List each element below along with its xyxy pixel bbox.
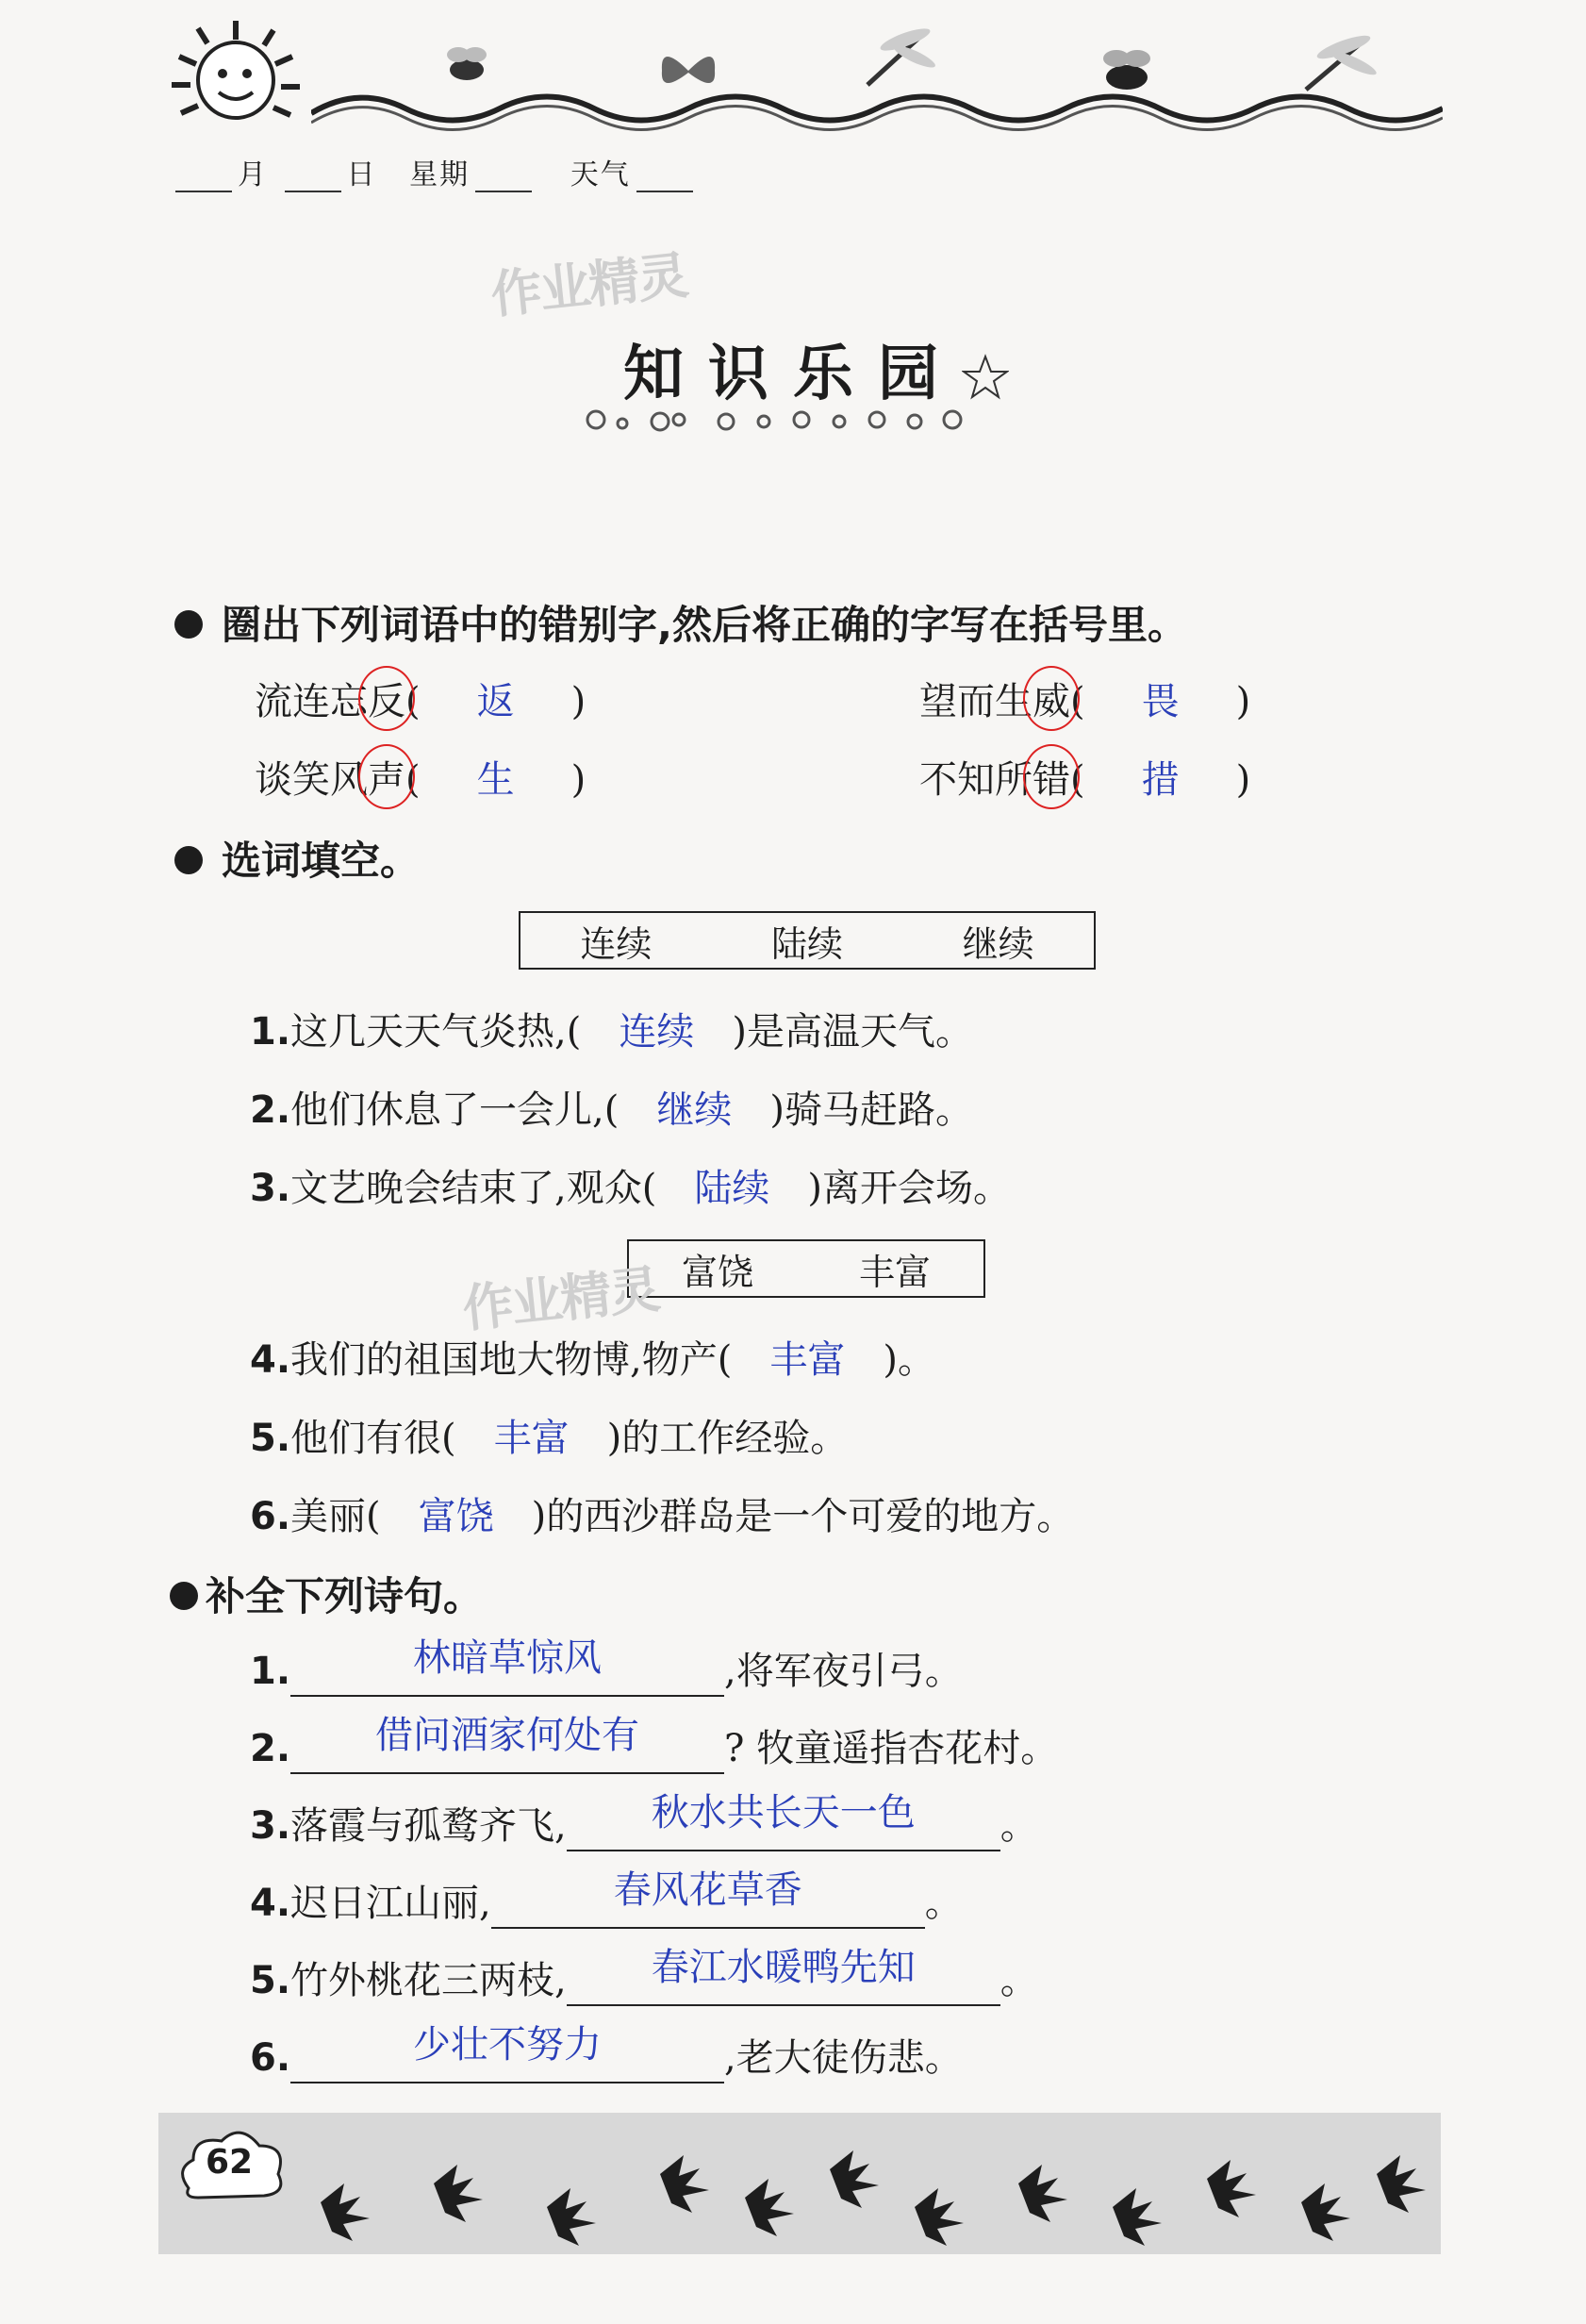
weather-label: 天气	[570, 158, 631, 191]
word-option: 丰富	[858, 1251, 931, 1293]
wrong-char-item: 谈笑风声( 生 )	[255, 750, 586, 804]
answer-text: 陆续	[694, 1167, 770, 1210]
watermark: 作业精灵	[487, 245, 690, 325]
word-choice-box	[627, 1239, 985, 1298]
date-weather-bar	[170, 151, 699, 192]
wrong-char-item: 不知所错( 措 )	[919, 750, 1250, 804]
poem-line: 5.竹外桃花三两枝, 春江水暖鸭先知 。	[250, 1950, 1038, 2006]
answer-text: 少壮不努力	[413, 2023, 603, 2067]
answer-text: 生	[476, 758, 515, 802]
section-2-heading: 选词填空。	[174, 830, 420, 887]
answer-text: 畏	[1141, 680, 1180, 723]
poem-line: 6. 少壮不努力 ,老大徒伤悲。	[250, 2028, 963, 2083]
fill-question: 5.他们有很( 丰富 )的工作经验。	[250, 1408, 848, 1462]
answer-text: 秋水共长天一色	[651, 1791, 916, 1834]
star-icon	[962, 354, 1009, 401]
poem-line: 2. 借问酒家何处有 ? 牧童遥指杏花村。	[250, 1718, 1058, 1774]
answer-text: 春江水暖鸭先知	[651, 1946, 916, 1989]
fill-question: 1.这几天天气炎热,( 连续 )是高温天气。	[250, 1002, 973, 1055]
answer-text: 丰富	[769, 1338, 846, 1382]
answer-text: 春风花草香	[613, 1868, 802, 1912]
answer-text: 措	[1141, 758, 1180, 802]
word-choice-box	[519, 911, 1096, 970]
answer-text: 富饶	[418, 1495, 494, 1538]
day-label: 日	[346, 158, 377, 191]
poem-line: 3.落霞与孤鹜齐飞, 秋水共长天一色 。	[250, 1796, 1038, 1851]
page-title: 知识乐园	[623, 340, 963, 409]
sun-icon	[160, 19, 321, 141]
watermark: 作业精灵	[459, 1259, 662, 1339]
fill-question: 6.美丽( 富饶 )的西沙群岛是一个可爱的地方。	[250, 1486, 1074, 1540]
bubbles-decoration	[585, 401, 981, 439]
bullet-icon	[174, 846, 203, 874]
circled-wrong-char: 错	[1033, 750, 1070, 804]
answer-text: 借问酒家何处有	[375, 1714, 640, 1757]
answer-text: 丰富	[493, 1417, 570, 1460]
word-option: 富饶	[681, 1251, 753, 1293]
bullet-icon	[170, 1582, 198, 1610]
month-label: 月	[238, 158, 268, 191]
bullet-icon	[174, 610, 203, 639]
weekday-label: 星期	[409, 158, 471, 191]
answer-text: 连续	[619, 1010, 695, 1054]
circled-wrong-char: 威	[1033, 672, 1070, 725]
fill-question: 3.文艺晚会结束了,观众( 陆续 )离开会场。	[250, 1158, 1011, 1212]
word-option: 陆续	[770, 922, 843, 965]
poem-line: 4.迟日江山丽, 春风花草香 。	[250, 1873, 963, 1929]
fill-question: 4.我们的祖国地大物博,物产( 丰富 )。	[250, 1330, 935, 1384]
section-1-heading: 圈出下列词语中的错别字,然后将正确的字写在括号里。	[174, 594, 1187, 651]
word-option: 继续	[962, 922, 1034, 965]
page-number: 62	[206, 2143, 254, 2182]
wrong-char-item: 望而生威( 畏 )	[919, 672, 1250, 725]
circled-wrong-char: 声	[368, 750, 405, 804]
section-3-heading: 补全下列诗句。	[170, 1566, 483, 1622]
leaves-decoration	[302, 2117, 1433, 2249]
wrong-char-item: 流连忘反( 返 )	[255, 672, 586, 725]
wavy-divider	[311, 80, 1443, 137]
answer-text: 林暗草惊风	[413, 1636, 603, 1680]
fill-question: 2.他们休息了一会儿,( 继续 )骑马赶路。	[250, 1080, 973, 1134]
word-option: 连续	[580, 922, 653, 965]
poem-line: 1. 林暗草惊风 ,将军夜引弓。	[250, 1641, 963, 1697]
answer-text: 继续	[656, 1088, 733, 1132]
answer-text: 返	[476, 680, 515, 723]
circled-wrong-char: 反	[368, 672, 405, 725]
